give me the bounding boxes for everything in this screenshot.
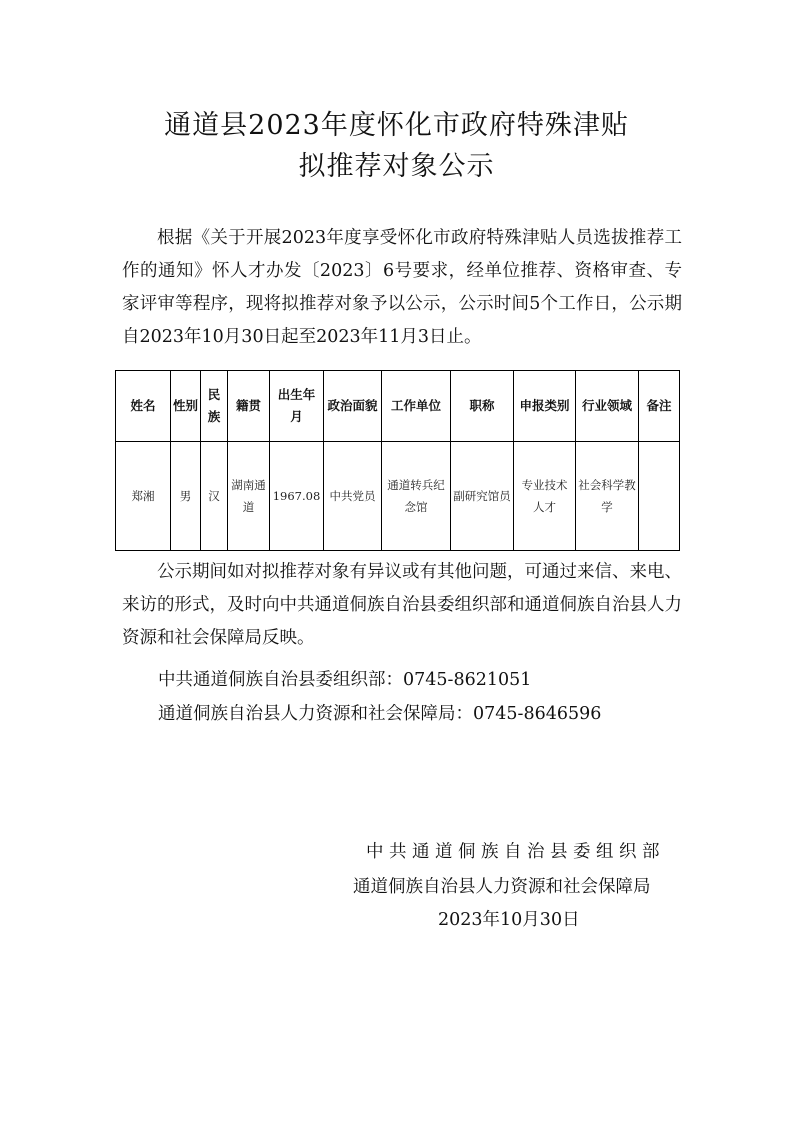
cell-political-status: 中共党员 (324, 442, 382, 551)
cell-ethnicity: 汉 (201, 442, 228, 551)
table-row (116, 442, 680, 551)
cell-title: 副研究馆员 (451, 442, 514, 551)
cell-category: 专业技术人才 (514, 442, 576, 551)
header-field: 行业领域 (576, 371, 639, 442)
nominee-table (115, 370, 680, 551)
cell-work-unit: 通道转兵纪念馆 (382, 442, 451, 551)
cell-gender: 男 (171, 442, 201, 551)
contact-organization-dept: 中共通道侗族自治县委组织部：0745-8621051 (158, 670, 532, 690)
header-gender: 性别 (171, 371, 201, 442)
cell-remarks (639, 442, 680, 551)
cell-field: 社会科学教学 (576, 442, 639, 551)
intro-paragraph: 根据《关于开展2023年度享受怀化市政府特殊津贴人员选拔推荐工作的通知》怀人才办发〔2023〕6号要求，经单位推荐、资格审查、专家评审等程序，现将拟推荐对象予以公示，公示时间5个工作日，公示期自2023年10月30日起至2023年11月3日止。 (122, 228, 682, 347)
document-title-line-1: 通道县2023年度怀化市政府特殊津贴 (164, 110, 629, 141)
header-birth-date: 出生年月 (270, 371, 324, 442)
header-native-place: 籍贯 (228, 371, 270, 442)
document-title-line-2: 拟推荐对象公示 (298, 151, 495, 182)
contact-hr-bureau: 通道侗族自治县人力资源和社会保障局：0745-8646596 (158, 704, 602, 724)
cell-birth-date: 1967.08 (270, 442, 324, 551)
signature-org-2: 通道侗族自治县人力资源和社会保障局 (353, 877, 651, 897)
signature-org-1: 中共通道侗族自治县委组织部 (366, 842, 665, 862)
table-header-row (116, 371, 680, 442)
notice-paragraph: 公示期间如对拟推荐对象有异议或有其他问题，可通过来信、来电、来访的形式，及时向中共通道侗族自治县委组织部和通道侗族自治县人力资源和社会保障局反映。 (122, 562, 682, 648)
header-remarks: 备注 (639, 371, 680, 442)
header-category: 申报类别 (514, 371, 576, 442)
header-ethnicity: 民族 (201, 371, 228, 442)
header-work-unit: 工作单位 (382, 371, 451, 442)
signature-date: 2023年10月30日 (438, 910, 580, 930)
header-name: 姓名 (116, 371, 171, 442)
cell-name: 郑湘 (116, 442, 171, 551)
header-political-status: 政治面貌 (324, 371, 382, 442)
cell-native-place: 湖南通道 (228, 442, 270, 551)
header-title: 职称 (451, 371, 514, 442)
